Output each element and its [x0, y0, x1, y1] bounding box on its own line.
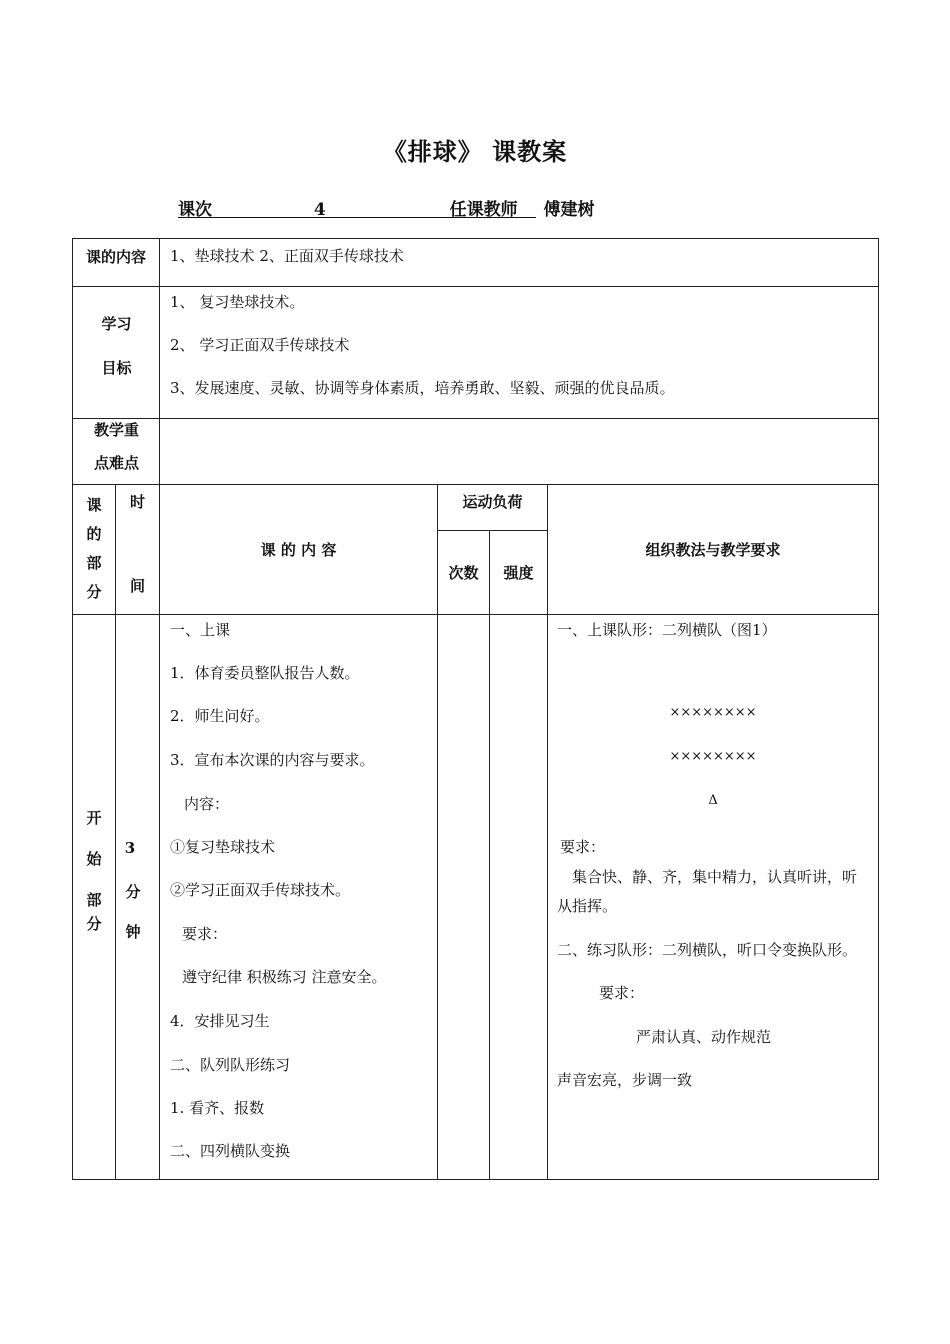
key-label-line1: 教学重	[93, 421, 139, 439]
method-line: 要求：	[560, 838, 606, 856]
header-content: 课 的 内 容	[160, 485, 438, 615]
content-line: ②学习正面双手传球技术。	[170, 881, 351, 899]
method-line: 要求：	[599, 984, 645, 1002]
header-load: 运动负荷	[438, 485, 548, 531]
content-line: 1. 看齐、报数	[170, 1099, 265, 1117]
content-label: 课的内容	[73, 239, 160, 287]
start-intensity	[490, 615, 548, 1180]
method-line: 从指挥。	[557, 897, 618, 915]
content-line: 3．宣布本次课的内容与要求。	[170, 751, 375, 769]
header-part-char: 分	[86, 583, 102, 601]
header-intensity: 强度	[490, 531, 548, 615]
header-method: 组织教法与教学要求	[548, 485, 879, 615]
header-count: 次数	[438, 531, 490, 615]
header-part	[73, 485, 116, 615]
lesson-header-line	[178, 195, 595, 220]
teacher-value: 傅建树	[543, 200, 595, 220]
method-line: 集合快、静、齐，集中精力，认真听讲，听	[572, 868, 858, 886]
content-line: 4．安排见习生	[170, 1012, 270, 1030]
teacher-label: 任课教师	[449, 200, 518, 220]
method-line: 一、上课队形：二列横队（图1）	[557, 621, 777, 639]
start-part	[73, 615, 116, 1180]
row-learning-goals	[73, 287, 879, 419]
start-time	[116, 615, 160, 1180]
header-time	[116, 485, 160, 615]
start-part-char: 始	[86, 850, 102, 868]
start-time-char: 钟	[125, 923, 141, 941]
content-line: 二、队列队形练习	[170, 1056, 291, 1074]
key-points-value	[160, 419, 879, 485]
goals-list	[160, 287, 879, 419]
start-method	[548, 615, 879, 1180]
content-line: 一、上课	[170, 621, 231, 639]
method-line: 二、练习队形：二列横队，听口令变换队形。	[557, 941, 858, 959]
content-value: 1、垫球技术 2、正面双手传球技术	[160, 239, 879, 287]
goals-label-line1: 学习	[101, 315, 132, 333]
goal-item: 3、发展速度、灵敏、协调等身体素质，培养勇敢、坚毅、顽强的优良品质。	[170, 379, 675, 397]
goal-item: 2、 学习正面双手传球技术	[170, 336, 350, 354]
content-line: 遵守纪律 积极练习 注意安全。	[182, 968, 387, 986]
content-line: 要求：	[182, 925, 228, 943]
teacher-position-mark: Δ	[708, 793, 718, 808]
key-points-label	[73, 419, 160, 485]
start-part-char: 开	[86, 809, 102, 827]
header-time-char: 间	[129, 577, 145, 595]
row-start-section	[73, 615, 879, 1180]
start-time-char: 分	[125, 883, 141, 901]
content-line: 内容：	[184, 795, 230, 813]
goal-item: 1、 复习垫球技术。	[170, 293, 305, 311]
key-label-line2: 点难点	[93, 454, 139, 472]
goals-label-line2: 目标	[101, 359, 132, 377]
content-line: 二、四列横队变换	[170, 1142, 291, 1160]
start-part-char: 部	[86, 891, 102, 909]
row-key-points	[73, 419, 879, 485]
start-time-char: 3	[124, 839, 136, 857]
header-part-char: 的	[86, 525, 102, 543]
session-label: 课次	[178, 200, 212, 220]
formation-row: ××××××××	[669, 705, 757, 720]
goals-label	[73, 287, 160, 419]
content-line: 2．师生问好。	[170, 707, 270, 725]
formation-row: ××××××××	[669, 749, 757, 764]
row-lesson-content	[73, 239, 879, 287]
method-line: 严肃认真、动作规范	[636, 1028, 772, 1046]
header-time-char: 时	[129, 493, 145, 511]
document-title: 《排球》 课教案	[382, 137, 568, 166]
content-line: 1．体育委员整队报告人数。	[170, 664, 360, 682]
start-content	[160, 615, 438, 1180]
header-part-char: 课	[86, 496, 102, 514]
header-underline	[178, 217, 536, 218]
content-line: ①复习垫球技术	[170, 838, 276, 856]
start-count	[438, 615, 490, 1180]
session-value: 4	[313, 200, 326, 220]
grid-header-row	[73, 485, 879, 531]
header-part-char: 部	[86, 554, 102, 572]
method-line: 声音宏亮，步调一致	[557, 1071, 693, 1089]
start-part-char: 分	[86, 915, 102, 933]
lesson-plan-table	[72, 238, 879, 1180]
